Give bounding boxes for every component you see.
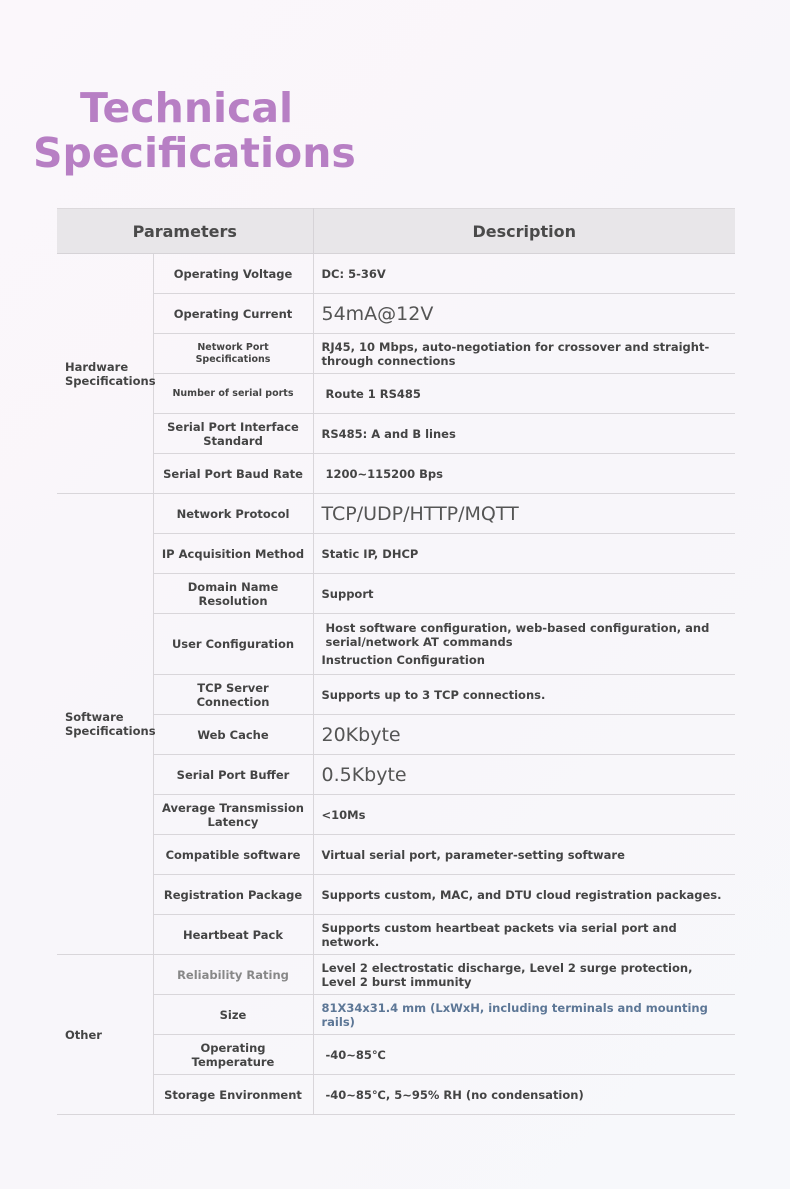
table-row bbox=[57, 955, 735, 995]
table-row bbox=[57, 494, 735, 534]
desc-cell: 54mA@12V bbox=[313, 294, 735, 334]
param-cell: User Configuration bbox=[153, 614, 313, 675]
desc-cell bbox=[313, 1075, 735, 1115]
table-row bbox=[57, 915, 735, 955]
header-parameters: Parameters bbox=[57, 209, 313, 254]
table-row bbox=[57, 795, 735, 835]
table-row bbox=[57, 574, 735, 614]
desc-cell: 20Kbyte bbox=[313, 715, 735, 755]
desc-cell bbox=[313, 374, 735, 414]
page-title-line-2: Specifications bbox=[33, 129, 356, 177]
param-cell: Size bbox=[153, 995, 313, 1035]
param-cell: TCP Server Connection bbox=[153, 675, 313, 715]
desc-text: Route 1 RS485 bbox=[325, 386, 421, 401]
desc-cell: Supports custom, MAC, and DTU cloud registration packages. bbox=[313, 875, 735, 915]
table-header-row bbox=[57, 209, 735, 254]
desc-cell: RS485: A and B lines bbox=[313, 414, 735, 454]
param-cell: Network Port Specifications bbox=[153, 334, 313, 374]
desc-cell bbox=[313, 614, 735, 675]
desc-cell: DC: 5-36V bbox=[313, 254, 735, 294]
table-row bbox=[57, 454, 735, 494]
desc-text: Host software configuration, web-based configuration, and serial/network AT commands bbox=[325, 621, 710, 649]
param-cell: Heartbeat Pack bbox=[153, 915, 313, 955]
group-software: Software Specifications bbox=[57, 494, 153, 955]
desc-cell bbox=[313, 1035, 735, 1075]
table-row bbox=[57, 875, 735, 915]
desc-cell: RJ45, 10 Mbps, auto-negotiation for crossover and straight-through connections bbox=[313, 334, 735, 374]
table-row bbox=[57, 294, 735, 334]
desc-text: -40~85℃, 5~95% RH (no condensation) bbox=[325, 1087, 584, 1102]
page-title bbox=[33, 86, 356, 176]
table-row bbox=[57, 374, 735, 414]
param-cell: Registration Package bbox=[153, 875, 313, 915]
param-cell: Average Transmission Latency bbox=[153, 795, 313, 835]
param-cell: Operating Temperature bbox=[153, 1035, 313, 1075]
param-cell: Number of serial ports bbox=[153, 374, 313, 414]
table-row bbox=[57, 614, 735, 675]
param-cell: Compatible software bbox=[153, 835, 313, 875]
table-row bbox=[57, 334, 735, 374]
header-description: Description bbox=[313, 209, 735, 254]
desc-cell: 0.5Kbyte bbox=[313, 755, 735, 795]
group-other: Other bbox=[57, 955, 153, 1115]
param-cell: Reliability Rating bbox=[153, 955, 313, 995]
desc-cell bbox=[313, 454, 735, 494]
param-cell: Operating Current bbox=[153, 294, 313, 334]
table-row bbox=[57, 715, 735, 755]
param-cell: Storage Environment bbox=[153, 1075, 313, 1115]
desc-cell: Support bbox=[313, 574, 735, 614]
param-cell: IP Acquisition Method bbox=[153, 534, 313, 574]
desc-cell: Virtual serial port, parameter-setting software bbox=[313, 835, 735, 875]
desc-cell: Static IP, DHCP bbox=[313, 534, 735, 574]
desc-cell: <10Ms bbox=[313, 795, 735, 835]
desc-text: -40~85℃ bbox=[325, 1047, 386, 1062]
desc-cell: Supports custom heartbeat packets via serial port and network. bbox=[313, 915, 735, 955]
table-row bbox=[57, 534, 735, 574]
desc-text-secondary: Instruction Configuration bbox=[321, 653, 485, 667]
desc-cell: 81X34x31.4 mm (LxWxH, including terminals and mounting rails) bbox=[313, 995, 735, 1035]
table-row bbox=[57, 254, 735, 294]
desc-cell: Supports up to 3 TCP connections. bbox=[313, 675, 735, 715]
table-row bbox=[57, 755, 735, 795]
param-cell: Web Cache bbox=[153, 715, 313, 755]
group-hardware: Hardware Specifications bbox=[57, 254, 153, 494]
desc-cell: TCP/UDP/HTTP/MQTT bbox=[313, 494, 735, 534]
desc-text: 1200~115200 Bps bbox=[325, 466, 443, 481]
spec-table bbox=[57, 208, 735, 1115]
table-row bbox=[57, 1075, 735, 1115]
param-cell: Domain Name Resolution bbox=[153, 574, 313, 614]
table-row bbox=[57, 995, 735, 1035]
param-cell: Serial Port Interface Standard bbox=[153, 414, 313, 454]
param-cell: Network Protocol bbox=[153, 494, 313, 534]
param-cell: Operating Voltage bbox=[153, 254, 313, 294]
table-row bbox=[57, 835, 735, 875]
table-row bbox=[57, 414, 735, 454]
param-cell: Serial Port Buffer bbox=[153, 755, 313, 795]
desc-cell: Level 2 electrostatic discharge, Level 2 surge protection, Level 2 burst immunity bbox=[313, 955, 735, 995]
page-title-line-1: Technical bbox=[80, 84, 294, 132]
table-row bbox=[57, 675, 735, 715]
param-cell: Serial Port Baud Rate bbox=[153, 454, 313, 494]
table-row bbox=[57, 1035, 735, 1075]
